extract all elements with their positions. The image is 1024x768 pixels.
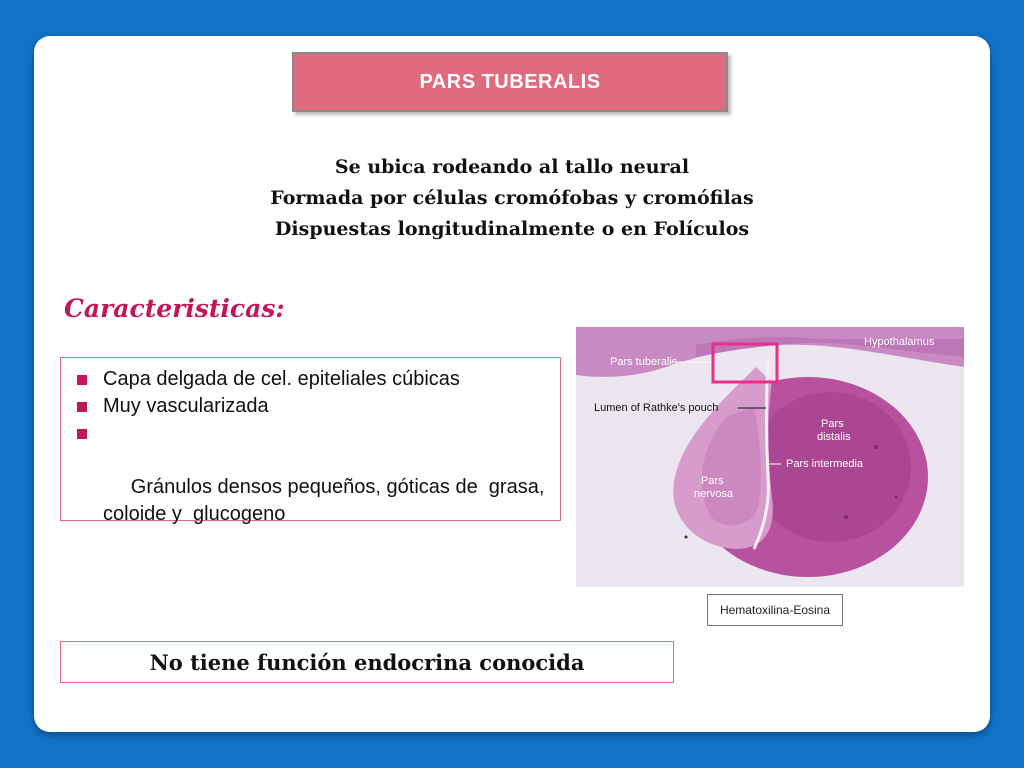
slide-title (292, 52, 728, 112)
list-item (75, 420, 550, 555)
intro-line: Formada por células cromófobas y cromófilas (270, 187, 754, 209)
square-bullet-icon (77, 375, 87, 385)
square-bullet-icon (77, 429, 87, 439)
label-hypothalamus: Hypothalamus (864, 336, 935, 348)
histology-micrograph (576, 327, 964, 587)
label-pars-nervosa-line1: Pars (701, 475, 724, 487)
footer-note: No tiene función endocrina conocida (60, 641, 674, 683)
square-bullet-icon (77, 402, 87, 412)
label-pars-intermedia: Pars intermedia (786, 458, 864, 470)
label-pars-distalis-line2: distalis (817, 431, 851, 443)
intro-line: Se ubica rodeando al tallo neural (334, 156, 690, 178)
list-item-text: Muy vascularizada (103, 395, 269, 417)
list-item-text: Capa delgada de cel. epiteliales cúbicas (103, 368, 460, 390)
label-lumen: Lumen of Rathke's pouch (594, 402, 719, 414)
label-pars-nervosa-line2: nervosa (694, 488, 734, 500)
list-item (75, 393, 550, 420)
slide-title-text: PARS TUBERALIS (419, 70, 601, 93)
intro-text (150, 152, 874, 245)
label-pars-distalis-line1: Pars (821, 418, 844, 430)
stain-caption: Hematoxilina-Eosina (707, 594, 843, 626)
characteristics-heading: Caracteristicas: (64, 294, 285, 323)
label-pars-tuberalis: Pars tuberalis (610, 356, 678, 368)
list-item (75, 366, 550, 393)
characteristics-list (60, 357, 561, 525)
intro-line: Dispuestas longitudinalmente o en Folículos (274, 218, 750, 240)
histology-image (576, 327, 964, 587)
list-item-text: Gránulos densos pequeños, góticas de grasa, coloide y glucogeno (103, 476, 550, 525)
